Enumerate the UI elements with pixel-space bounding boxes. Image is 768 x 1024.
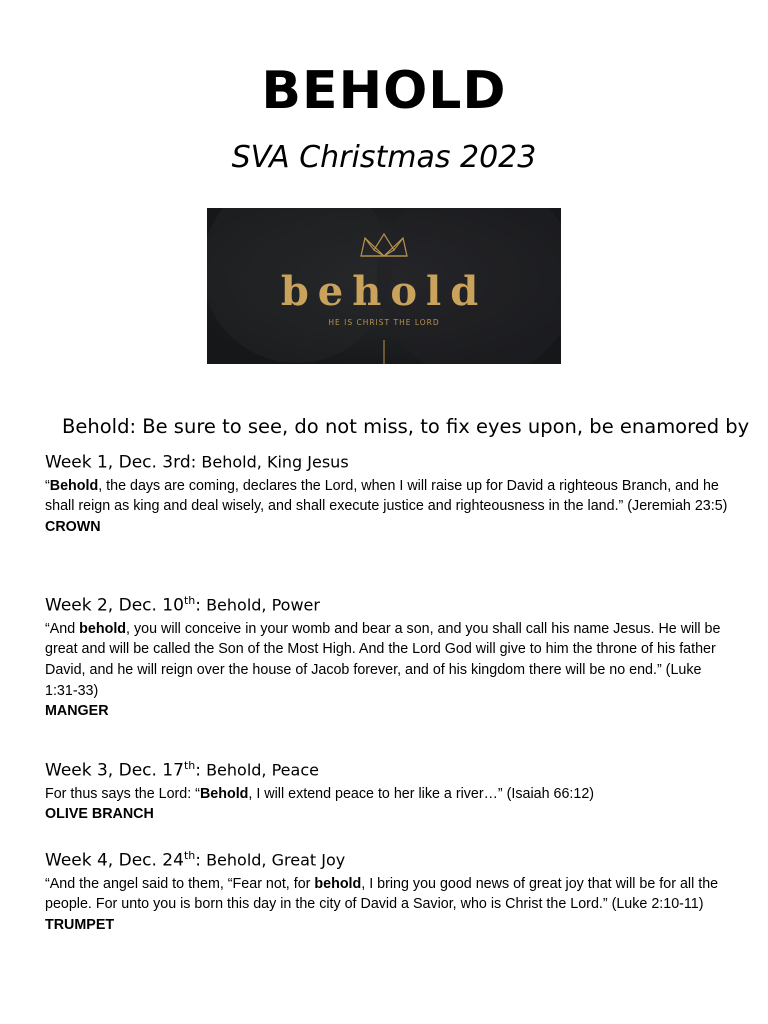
week-heading xyxy=(45,754,735,783)
week-verse xyxy=(45,874,735,915)
verse-bold-word: behold xyxy=(79,620,127,637)
week-label: Week 4, Dec. 24 xyxy=(45,850,184,871)
banner-artwork xyxy=(207,208,561,364)
week-heading xyxy=(45,844,735,873)
verse-text-before: “ xyxy=(45,477,50,494)
document-title: BEHOLD xyxy=(261,61,507,121)
week-verse xyxy=(45,476,735,517)
week-3-section xyxy=(45,754,735,825)
week-label: Week 2, Dec. 10 xyxy=(45,595,184,616)
week-theme: Behold, Power xyxy=(200,595,320,615)
week-verse xyxy=(45,619,735,702)
week-symbol: TRUMPET xyxy=(45,917,115,934)
verse-text-after: , the days are coming, declares the Lord, when I will raise up for David a righteous Branch, and he shall reign as king and deal wisely, and shall execute justice and righteousness in the land.” (Jeremiah 23:5) xyxy=(45,477,728,515)
week-label-sup: th xyxy=(183,849,196,862)
verse-text-before: For thus says the Lord: “ xyxy=(45,785,200,802)
behold-definition xyxy=(62,413,752,441)
behold-banner-image xyxy=(207,208,561,364)
verse-text-after: , I bring you good news of great joy that will be for all the people. For unto you is born this day in the city of David a Savior, who is Christ the Lord.” (Luke 2:10-11) xyxy=(45,875,719,913)
week-1-section xyxy=(45,446,735,538)
document-subtitle: SVA Christmas 2023 xyxy=(231,140,537,175)
verse-text-before: “And xyxy=(45,620,80,637)
week-heading xyxy=(45,589,735,618)
verse-bold-word: behold xyxy=(314,875,362,892)
verse-text-before: “And the angel said to them, “Fear not, for xyxy=(45,875,315,892)
banner-tagline: HE IS CHRIST THE LORD xyxy=(328,318,440,327)
week-label: Week 1, Dec. 3rd: xyxy=(45,452,197,473)
week-symbol: OLIVE BRANCH xyxy=(45,806,154,823)
week-label-sup: th xyxy=(183,759,196,772)
week-theme: Behold, King Jesus xyxy=(196,452,349,472)
verse-bold-word: Behold xyxy=(199,785,249,802)
verse-bold-word: Behold xyxy=(49,477,99,494)
week-heading xyxy=(45,446,735,475)
week-label-end: : xyxy=(195,595,201,616)
week-2-section xyxy=(45,589,735,722)
week-symbol: CROWN xyxy=(45,519,101,536)
week-symbol: MANGER xyxy=(45,703,109,720)
verse-text-after: , I will extend peace to her like a river…” (Isaiah 66:12) xyxy=(248,785,595,802)
week-label-end: : xyxy=(195,760,201,781)
definition-term: Behold: xyxy=(62,415,137,438)
week-label: Week 3, Dec. 17 xyxy=(45,760,184,781)
week-verse xyxy=(45,784,735,805)
week-label-end: : xyxy=(195,850,201,871)
week-label-sup: th xyxy=(183,594,196,607)
verse-text-after: , you will conceive in your womb and bear a son, and you shall call his name Jesus. He will be great and will be called the Son of the Most High. And the Lord God will give to him the throne of his father David, and he will reign over the house of Jacob forever, and of his kingdom there will be no end.” (Luke 1:31-33) xyxy=(45,620,721,699)
week-4-section xyxy=(45,844,735,936)
definition-text: Be sure to see, do not miss, to fix eyes upon, be enamored by xyxy=(136,415,750,438)
week-theme: Behold, Peace xyxy=(200,760,319,780)
week-theme: Behold, Great Joy xyxy=(200,850,346,870)
banner-word: behold xyxy=(280,268,488,315)
